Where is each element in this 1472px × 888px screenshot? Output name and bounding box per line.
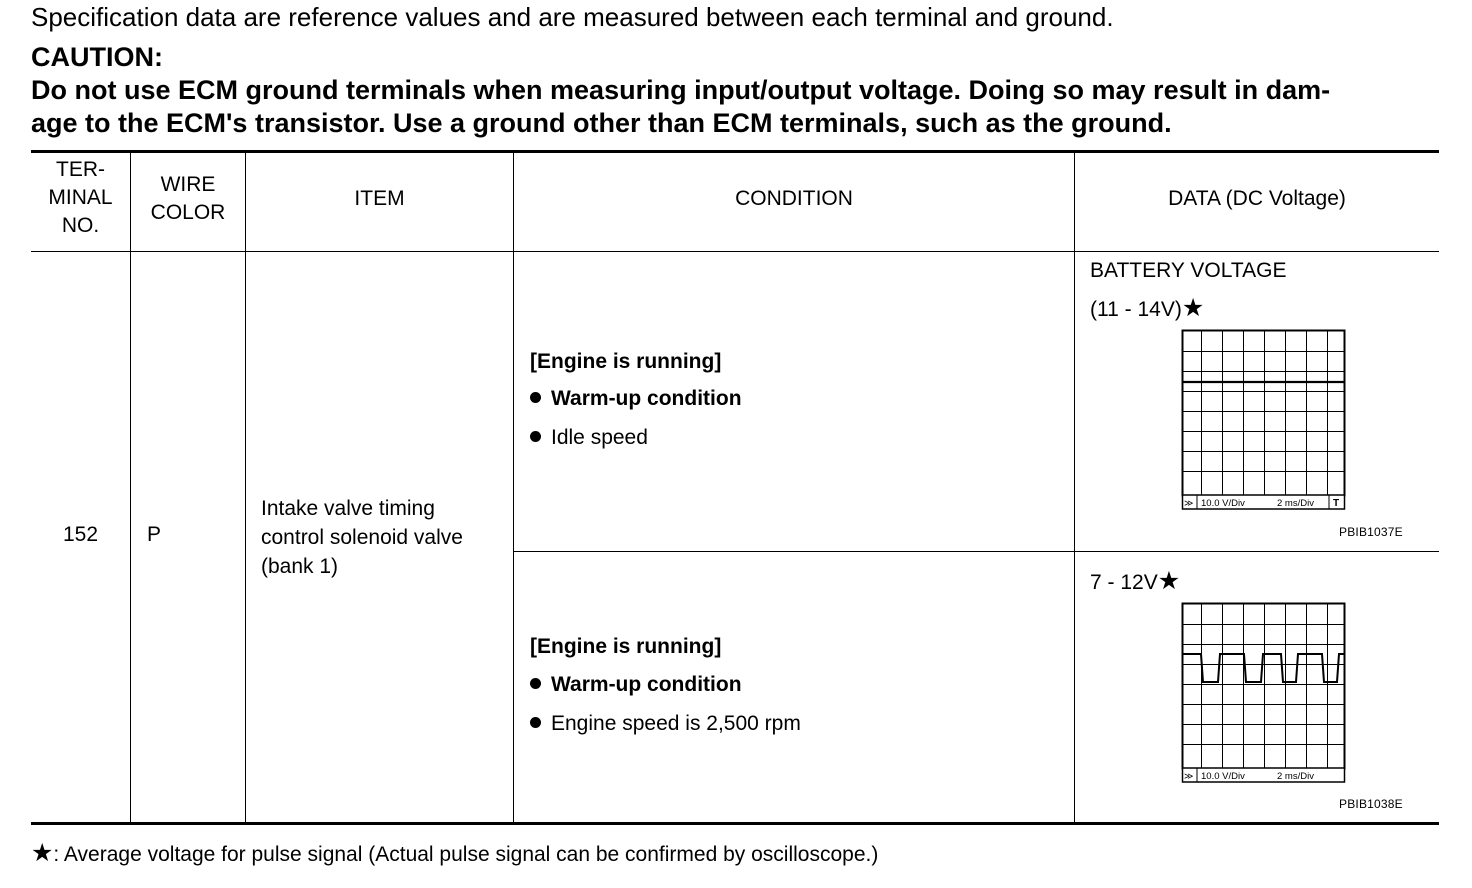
terminal-number: 152: [62, 523, 99, 546]
star-icon: ★: [31, 839, 54, 867]
scope-grid: [1183, 604, 1345, 768]
caution-title: CAUTION:: [31, 42, 163, 72]
condition-1-bullet-2: Idle speed: [530, 426, 648, 450]
item-description: Intake valve timing control solenoid valve (bank 1): [261, 497, 463, 578]
scope-time-div: 2 ms/Div: [1277, 498, 1314, 509]
condition-1-bullet-1: Warm-up condition: [530, 387, 742, 411]
condition-2-bullet-2: Engine speed is 2,500 rpm: [530, 712, 801, 736]
header-condition: CONDITION: [735, 187, 853, 210]
col-divider-1: [130, 153, 131, 822]
data-1-line-1: BATTERY VOLTAGE: [1090, 259, 1287, 282]
bullet-icon: [530, 678, 541, 689]
wire-color: P: [147, 523, 162, 546]
col-divider-4: [1074, 153, 1075, 822]
header-terminal-no: TER- MINAL NO.: [48, 158, 113, 237]
header-divider: [31, 251, 1439, 252]
table-top-rule: [31, 150, 1439, 153]
figure-id-2: PBIB1038E: [1339, 797, 1403, 811]
condition-1-heading: [Engine is running]: [530, 350, 722, 373]
footnote: ★: Average voltage for pulse signal (Actual pulse signal can be confirmed by oscilloscope.): [31, 839, 879, 867]
header-data: DATA (DC Voltage): [1168, 187, 1346, 210]
scope-time-div: 2 ms/Div: [1277, 771, 1314, 782]
header-item: ITEM: [354, 187, 405, 210]
table-bottom-rule: [31, 822, 1439, 825]
bullet-icon: [530, 392, 541, 403]
data-1-line-2: (11 - 14V)★: [1090, 294, 1205, 322]
oscilloscope-trace-1: [1181, 329, 1347, 511]
scope-frame: [1183, 604, 1345, 769]
star-icon: ★: [1157, 567, 1181, 595]
data-2-line-1: 7 - 12V★: [1090, 567, 1181, 595]
condition-2-heading: [Engine is running]: [530, 635, 722, 658]
row-divider: [514, 551, 1439, 552]
oscilloscope-trace-2: [1181, 602, 1347, 784]
star-icon: ★: [1181, 294, 1205, 322]
scope-frame: [1183, 331, 1345, 496]
col-divider-2: [245, 153, 246, 822]
header-wire-color: WIRE COLOR: [150, 173, 226, 224]
scope-volts-div: 10.0 V/Div: [1201, 498, 1245, 509]
col-divider-3: [513, 153, 514, 822]
bullet-icon: [530, 431, 541, 442]
scope-volts-div: 10.0 V/Div: [1201, 771, 1245, 782]
scope-trigger: T: [1333, 498, 1340, 509]
scope-arrow-label: ≫: [1184, 498, 1194, 508]
caution-line-1: Do not use ECM ground terminals when measuring input/output voltage. Doing so may result in dam-: [31, 75, 1331, 105]
caution-line-2: age to the ECM's transistor. Use a ground other than ECM terminals, such as the ground.: [31, 108, 1172, 138]
condition-2-bullet-1: Warm-up condition: [530, 673, 742, 697]
scope-grid: [1183, 331, 1345, 495]
intro-text: Specification data are reference values and are measured between each terminal and ground.: [31, 2, 1114, 32]
figure-id-1: PBIB1037E: [1339, 525, 1403, 539]
bullet-icon: [530, 717, 541, 728]
scope-arrow-label: ≫: [1184, 771, 1194, 781]
